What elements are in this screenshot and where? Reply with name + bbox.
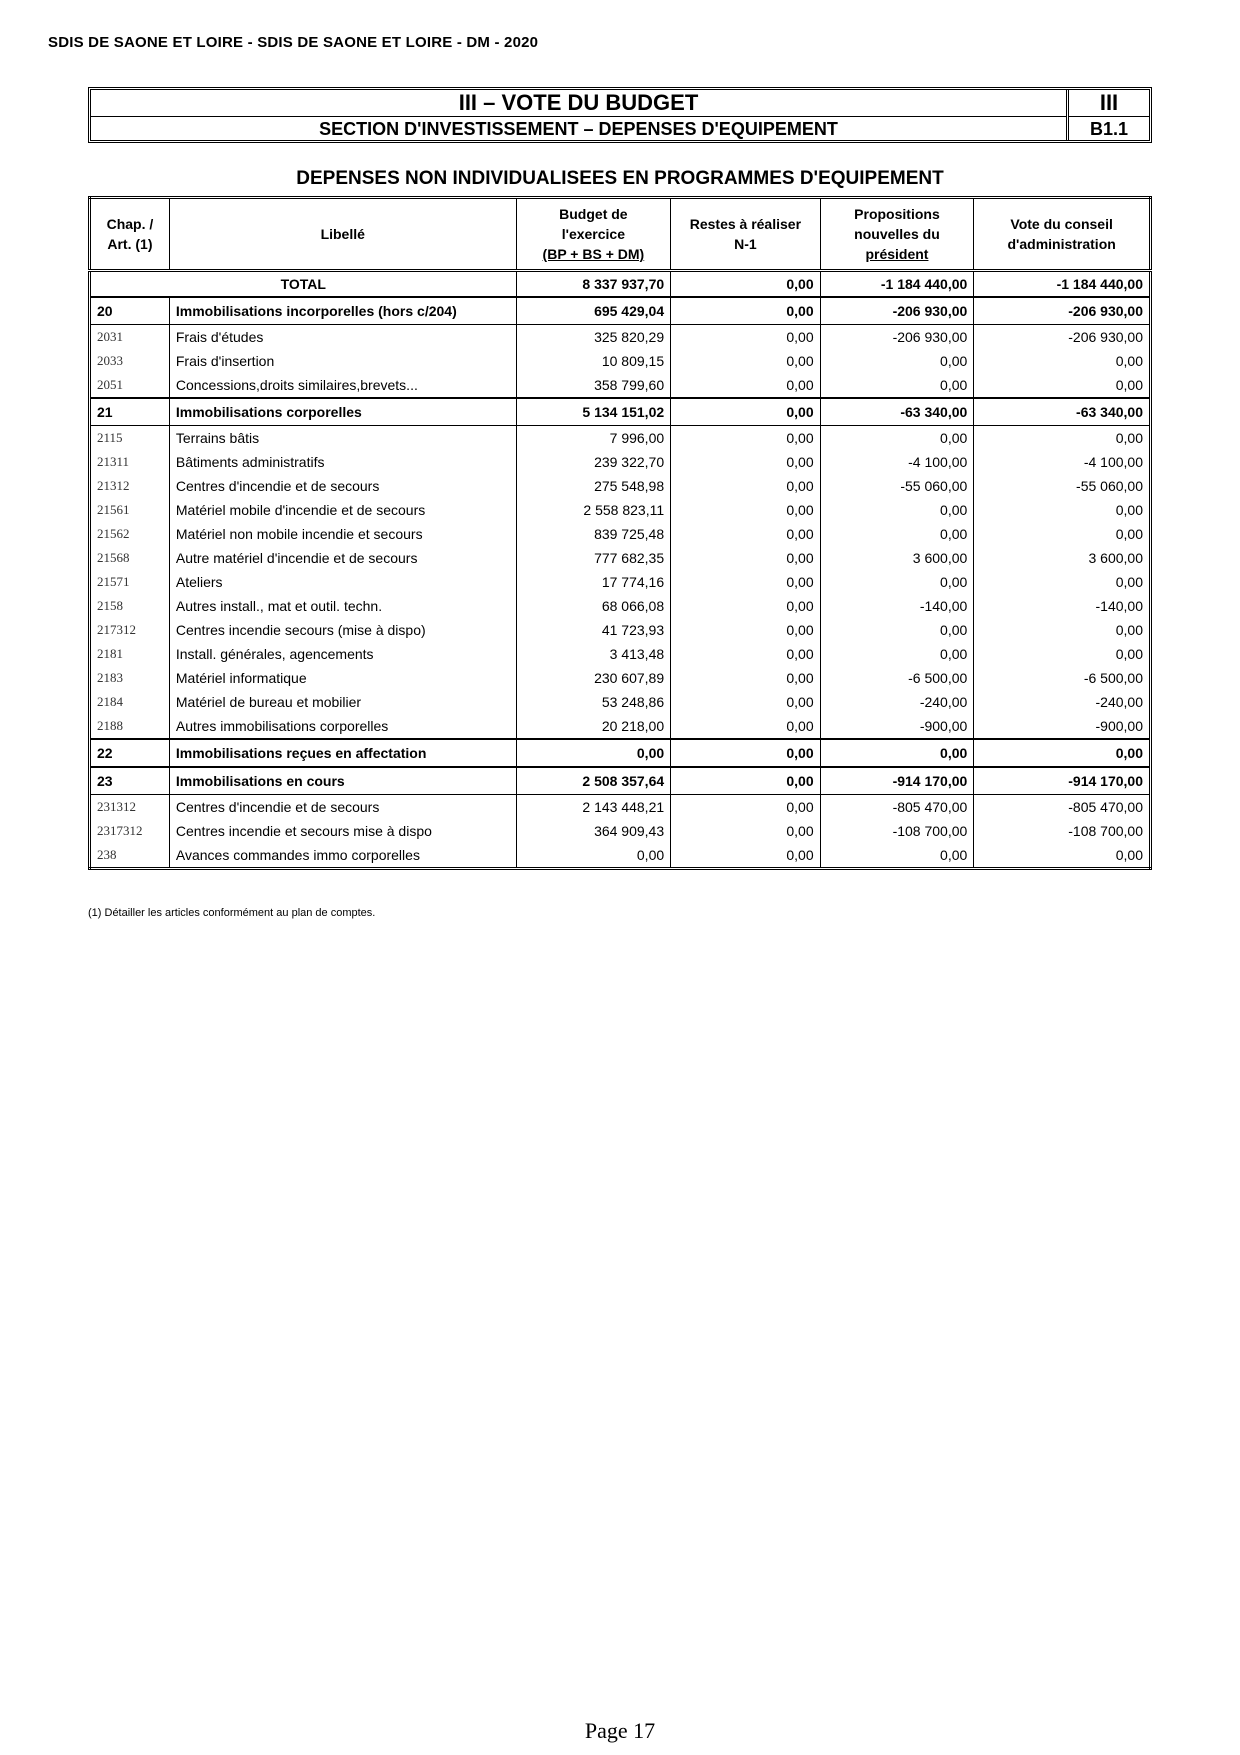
header-chap-line2: Art. (1) bbox=[107, 236, 153, 252]
table-row bbox=[90, 690, 1151, 714]
article-restes: 0,00 bbox=[671, 618, 820, 642]
article-code: 2031 bbox=[90, 325, 170, 350]
article-restes: 0,00 bbox=[671, 325, 820, 350]
article-vote: -4 100,00 bbox=[974, 450, 1151, 474]
chapter-restes: 0,00 bbox=[671, 398, 820, 426]
table-row bbox=[90, 843, 1151, 869]
chapter-vote: -914 170,00 bbox=[974, 767, 1151, 795]
chapter-code: 23 bbox=[90, 767, 170, 795]
article-code: 238 bbox=[90, 843, 170, 869]
header-chap bbox=[90, 198, 170, 271]
article-propositions: -55 060,00 bbox=[820, 474, 974, 498]
article-restes: 0,00 bbox=[671, 819, 820, 843]
article-vote: 0,00 bbox=[974, 349, 1151, 373]
article-restes: 0,00 bbox=[671, 426, 820, 451]
chapter-restes: 0,00 bbox=[671, 739, 820, 767]
table-row bbox=[90, 795, 1151, 820]
header-chap-line1: Chap. / bbox=[106, 216, 154, 232]
total-restes: 0,00 bbox=[671, 271, 820, 298]
table-row bbox=[90, 570, 1151, 594]
article-code: 21568 bbox=[90, 546, 170, 570]
article-restes: 0,00 bbox=[671, 570, 820, 594]
article-label: Matériel mobile d'incendie et de secours bbox=[169, 498, 516, 522]
page-number: Page 17 bbox=[584, 1718, 656, 1743]
table-row bbox=[90, 546, 1151, 570]
table-row bbox=[90, 349, 1151, 373]
article-budget: 325 820,29 bbox=[516, 325, 671, 350]
header-propositions-line2: nouvelles du bbox=[854, 226, 940, 242]
article-budget: 53 248,86 bbox=[516, 690, 671, 714]
table-body bbox=[90, 271, 1151, 869]
article-label: Frais d'études bbox=[169, 325, 516, 350]
article-propositions: 0,00 bbox=[820, 642, 974, 666]
header-vote bbox=[974, 198, 1151, 271]
article-vote: -108 700,00 bbox=[974, 819, 1151, 843]
article-propositions: 0,00 bbox=[820, 843, 974, 869]
chapter-budget: 695 429,04 bbox=[516, 297, 671, 325]
section-title: DEPENSES NON INDIVIDUALISEES EN PROGRAMMES D'EQUIPEMENT bbox=[296, 168, 944, 189]
article-budget: 17 774,16 bbox=[516, 570, 671, 594]
article-restes: 0,00 bbox=[671, 714, 820, 739]
header-budget-line3: (BP + BS + DM) bbox=[542, 246, 645, 262]
article-restes: 0,00 bbox=[671, 373, 820, 398]
article-propositions: 0,00 bbox=[820, 522, 974, 546]
article-propositions: 0,00 bbox=[820, 349, 974, 373]
table-row bbox=[90, 819, 1151, 843]
article-restes: 0,00 bbox=[671, 642, 820, 666]
article-code: 2317312 bbox=[90, 819, 170, 843]
article-vote: -206 930,00 bbox=[974, 325, 1151, 350]
article-code: 2184 bbox=[90, 690, 170, 714]
header-budget-line2: l'exercice bbox=[561, 226, 626, 242]
article-code: 2188 bbox=[90, 714, 170, 739]
article-propositions: 0,00 bbox=[820, 570, 974, 594]
article-label: Bâtiments administratifs bbox=[169, 450, 516, 474]
article-budget: 2 143 448,21 bbox=[516, 795, 671, 820]
header-libelle: Libellé bbox=[169, 198, 516, 271]
article-propositions: -240,00 bbox=[820, 690, 974, 714]
header-restes-line2: N-1 bbox=[734, 236, 757, 252]
article-code: 21311 bbox=[90, 450, 170, 474]
article-budget: 41 723,93 bbox=[516, 618, 671, 642]
chapter-row bbox=[90, 398, 1151, 426]
article-code: 2033 bbox=[90, 349, 170, 373]
total-budget: 8 337 937,70 bbox=[516, 271, 671, 298]
header-vote-line1: Vote du conseil bbox=[1010, 216, 1113, 232]
article-propositions: 0,00 bbox=[820, 618, 974, 642]
total-vote: -1 184 440,00 bbox=[974, 271, 1151, 298]
article-label: Install. générales, agencements bbox=[169, 642, 516, 666]
article-restes: 0,00 bbox=[671, 666, 820, 690]
table-row bbox=[90, 426, 1151, 451]
article-label: Frais d'insertion bbox=[169, 349, 516, 373]
subtitle: SECTION D'INVESTISSEMENT – DEPENSES D'EQUIPEMENT bbox=[319, 119, 838, 139]
chapter-vote: -206 930,00 bbox=[974, 297, 1151, 325]
article-vote: 0,00 bbox=[974, 618, 1151, 642]
article-budget: 230 607,89 bbox=[516, 666, 671, 690]
table-row bbox=[90, 618, 1151, 642]
chapter-row bbox=[90, 297, 1151, 325]
article-restes: 0,00 bbox=[671, 690, 820, 714]
article-code: 2183 bbox=[90, 666, 170, 690]
chapter-budget: 2 508 357,64 bbox=[516, 767, 671, 795]
article-budget: 20 218,00 bbox=[516, 714, 671, 739]
article-vote: 3 600,00 bbox=[974, 546, 1151, 570]
article-vote: 0,00 bbox=[974, 498, 1151, 522]
article-code: 2115 bbox=[90, 426, 170, 451]
article-label: Centres d'incendie et de secours bbox=[169, 795, 516, 820]
article-label: Autres install., mat et outil. techn. bbox=[169, 594, 516, 618]
article-propositions: -6 500,00 bbox=[820, 666, 974, 690]
chapter-row bbox=[90, 767, 1151, 795]
article-label: Matériel non mobile incendie et secours bbox=[169, 522, 516, 546]
title-box bbox=[88, 87, 1152, 143]
table-row bbox=[90, 522, 1151, 546]
article-restes: 0,00 bbox=[671, 795, 820, 820]
header-vote-line2: d'administration bbox=[1007, 236, 1116, 252]
chapter-restes: 0,00 bbox=[671, 297, 820, 325]
article-budget: 0,00 bbox=[516, 843, 671, 869]
article-budget: 3 413,48 bbox=[516, 642, 671, 666]
article-code: 2181 bbox=[90, 642, 170, 666]
article-propositions: 0,00 bbox=[820, 426, 974, 451]
article-budget: 239 322,70 bbox=[516, 450, 671, 474]
table-row bbox=[90, 450, 1151, 474]
article-label: Centres incendie secours (mise à dispo) bbox=[169, 618, 516, 642]
article-restes: 0,00 bbox=[671, 474, 820, 498]
chapter-restes: 0,00 bbox=[671, 767, 820, 795]
footnote: (1) Détailler les articles conformément au plan de comptes. bbox=[88, 907, 376, 919]
article-restes: 0,00 bbox=[671, 594, 820, 618]
table-row bbox=[90, 666, 1151, 690]
article-vote: -240,00 bbox=[974, 690, 1151, 714]
article-code: 217312 bbox=[90, 618, 170, 642]
article-budget: 275 548,98 bbox=[516, 474, 671, 498]
article-restes: 0,00 bbox=[671, 546, 820, 570]
article-code: 2051 bbox=[90, 373, 170, 398]
article-restes: 0,00 bbox=[671, 522, 820, 546]
article-budget: 10 809,15 bbox=[516, 349, 671, 373]
article-restes: 0,00 bbox=[671, 498, 820, 522]
chapter-propositions: -63 340,00 bbox=[820, 398, 974, 426]
chapter-budget: 5 134 151,02 bbox=[516, 398, 671, 426]
total-label: TOTAL bbox=[90, 271, 517, 298]
chapter-row bbox=[90, 739, 1151, 767]
article-label: Ateliers bbox=[169, 570, 516, 594]
document-header: SDIS DE SAONE ET LOIRE - SDIS DE SAONE ET LOIRE - DM - 2020 bbox=[48, 34, 539, 51]
chapter-label: Immobilisations incorporelles (hors c/204) bbox=[169, 297, 516, 325]
article-propositions: 0,00 bbox=[820, 373, 974, 398]
article-label: Avances commandes immo corporelles bbox=[169, 843, 516, 869]
chapter-label: Immobilisations en cours bbox=[169, 767, 516, 795]
article-label: Autre matériel d'incendie et de secours bbox=[169, 546, 516, 570]
table-row bbox=[90, 642, 1151, 666]
article-vote: -6 500,00 bbox=[974, 666, 1151, 690]
article-vote: 0,00 bbox=[974, 522, 1151, 546]
article-propositions: -140,00 bbox=[820, 594, 974, 618]
article-code: 21562 bbox=[90, 522, 170, 546]
article-propositions: -900,00 bbox=[820, 714, 974, 739]
article-label: Terrains bâtis bbox=[169, 426, 516, 451]
article-code: 2158 bbox=[90, 594, 170, 618]
article-label: Centres d'incendie et de secours bbox=[169, 474, 516, 498]
article-label: Centres incendie et secours mise à dispo bbox=[169, 819, 516, 843]
title-codes bbox=[1069, 90, 1149, 140]
budget-table bbox=[88, 196, 1152, 870]
table-row bbox=[90, 373, 1151, 398]
article-code: 21561 bbox=[90, 498, 170, 522]
chapter-propositions: 0,00 bbox=[820, 739, 974, 767]
table-row bbox=[90, 594, 1151, 618]
main-title: III – VOTE DU BUDGET bbox=[91, 90, 1066, 117]
article-vote: -805 470,00 bbox=[974, 795, 1151, 820]
chapter-label: Immobilisations corporelles bbox=[169, 398, 516, 426]
table-row bbox=[90, 325, 1151, 350]
article-propositions: -4 100,00 bbox=[820, 450, 974, 474]
article-propositions: -206 930,00 bbox=[820, 325, 974, 350]
article-propositions: -108 700,00 bbox=[820, 819, 974, 843]
header-propositions-line3: président bbox=[865, 246, 929, 262]
article-vote: 0,00 bbox=[974, 570, 1151, 594]
table-row bbox=[90, 498, 1151, 522]
header-budget-line1: Budget de bbox=[559, 206, 628, 222]
article-restes: 0,00 bbox=[671, 349, 820, 373]
chapter-vote: 0,00 bbox=[974, 739, 1151, 767]
table-row bbox=[90, 474, 1151, 498]
article-vote: -900,00 bbox=[974, 714, 1151, 739]
chapter-code: 22 bbox=[90, 739, 170, 767]
article-code: 231312 bbox=[90, 795, 170, 820]
chapter-code: 21 bbox=[90, 398, 170, 426]
article-budget: 7 996,00 bbox=[516, 426, 671, 451]
article-vote: -55 060,00 bbox=[974, 474, 1151, 498]
header-propositions-line1: Propositions bbox=[854, 206, 940, 222]
article-budget: 839 725,48 bbox=[516, 522, 671, 546]
chapter-code: 20 bbox=[90, 297, 170, 325]
chapter-propositions: -206 930,00 bbox=[820, 297, 974, 325]
total-row bbox=[90, 271, 1151, 298]
article-restes: 0,00 bbox=[671, 843, 820, 869]
chapter-budget: 0,00 bbox=[516, 739, 671, 767]
article-budget: 68 066,08 bbox=[516, 594, 671, 618]
header-budget bbox=[516, 198, 671, 271]
article-propositions: 0,00 bbox=[820, 498, 974, 522]
article-propositions: 3 600,00 bbox=[820, 546, 974, 570]
article-code: 21312 bbox=[90, 474, 170, 498]
article-budget: 2 558 823,11 bbox=[516, 498, 671, 522]
article-budget: 364 909,43 bbox=[516, 819, 671, 843]
code-sub: B1.1 bbox=[1089, 119, 1129, 139]
header-restes bbox=[671, 198, 820, 271]
chapter-vote: -63 340,00 bbox=[974, 398, 1151, 426]
chapter-label: Immobilisations reçues en affectation bbox=[169, 739, 516, 767]
article-restes: 0,00 bbox=[671, 450, 820, 474]
article-label: Concessions,droits similaires,brevets... bbox=[169, 373, 516, 398]
article-code: 21571 bbox=[90, 570, 170, 594]
table-row bbox=[90, 714, 1151, 739]
title-main bbox=[91, 90, 1069, 140]
header-restes-line1: Restes à réaliser bbox=[689, 216, 802, 232]
chapter-propositions: -914 170,00 bbox=[820, 767, 974, 795]
total-propositions: -1 184 440,00 bbox=[820, 271, 974, 298]
article-vote: 0,00 bbox=[974, 642, 1151, 666]
article-vote: 0,00 bbox=[974, 843, 1151, 869]
article-vote: 0,00 bbox=[974, 373, 1151, 398]
header-propositions bbox=[820, 198, 974, 271]
article-propositions: -805 470,00 bbox=[820, 795, 974, 820]
article-label: Matériel informatique bbox=[169, 666, 516, 690]
table-header-row bbox=[90, 198, 1151, 271]
article-label: Autres immobilisations corporelles bbox=[169, 714, 516, 739]
article-vote: 0,00 bbox=[974, 426, 1151, 451]
article-vote: -140,00 bbox=[974, 594, 1151, 618]
article-budget: 777 682,35 bbox=[516, 546, 671, 570]
code-main: III bbox=[1069, 90, 1149, 117]
article-label: Matériel de bureau et mobilier bbox=[169, 690, 516, 714]
article-budget: 358 799,60 bbox=[516, 373, 671, 398]
